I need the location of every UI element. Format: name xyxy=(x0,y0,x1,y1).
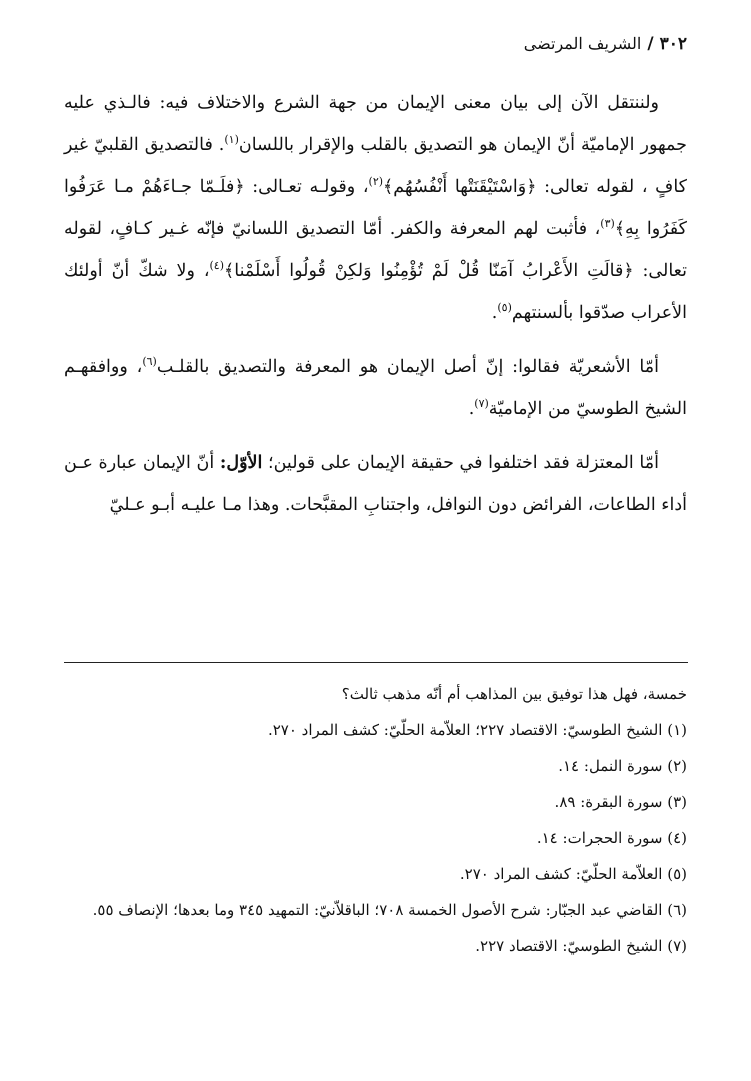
paragraph-text: أنّ الإيمان عبارة عـن أداء الطاعات، الفرائض دون النوافل، واجتنابِ المقبَّحات. وهذا مـا عليـه أبـو عـليّ xyxy=(64,453,687,515)
footnote-number: (٥) xyxy=(667,865,687,883)
paragraph-text: . xyxy=(468,399,475,419)
running-header xyxy=(524,34,687,54)
header-separator: / xyxy=(647,34,654,54)
paragraph-mutazila xyxy=(64,442,687,526)
paragraph-text: ، ووافقهـم الشيخ الطوسيّ من الإماميّة xyxy=(64,357,687,419)
paragraph-text: . xyxy=(491,303,498,323)
footnote-text: سورة النمل: ١٤. xyxy=(558,757,663,775)
main-text xyxy=(64,82,687,538)
footnote-ref-1: (١) xyxy=(224,133,239,147)
footnote-text: الشيخ الطوسيّ: الاقتصاد ٢٢٧؛ العلاّمة الحلّيّ: كشف المراد ٢٧٠. xyxy=(267,721,663,739)
footnote-divider xyxy=(64,662,688,663)
footnote-number: (١) xyxy=(667,721,687,739)
paragraph-text: . فالتصديق القلبيّ غير كافٍ ، لقوله تعالى: ﴿وَاسْتَيْقَنَتْها أَنْفُسُهُم﴾ xyxy=(64,135,687,197)
footnote-text: سورة البقرة: ٨٩. xyxy=(554,793,663,811)
footnote-ref-4: (٤) xyxy=(209,259,225,273)
footnote-item xyxy=(64,784,687,820)
footnote-text: سورة الحجرات: ١٤. xyxy=(536,829,663,847)
paragraph-text: ، فأثبت لهم المعرفة والكفر. أمّا التصديق اللسانيّ فإنّه غـير كـافٍ، لقوله تعالى: ﴿قالَتِ الأَعْرابُ آمَنّا قُلْ لَمْ تُؤْمِنُوا وَلكِنْ قُولُوا أَسْلَمْنا﴾ xyxy=(64,219,687,281)
footnote-ref-5: (٥) xyxy=(497,301,512,315)
paragraph-ashariyya xyxy=(64,346,687,430)
footnotes xyxy=(64,676,687,964)
bold-term: الأوّل: xyxy=(219,453,263,473)
footnote-item xyxy=(64,820,687,856)
footnote-item xyxy=(64,856,687,892)
footnote-item xyxy=(64,712,687,748)
footnote-text: العلاّمة الحلّيّ: كشف المراد ٢٧٠. xyxy=(459,865,663,883)
footnote-item xyxy=(64,748,687,784)
paragraph-text: أمّا الأشعريّة فقالوا: إنّ أصل الإيمان هو المعرفة والتصديق بالقلـب xyxy=(156,357,659,377)
footnote-ref-7: (٧) xyxy=(474,397,489,411)
paragraph-text: أمّا المعتزلة فقد اختلفوا في حقيقة الإيمان على قولين؛ xyxy=(262,453,660,473)
footnote-number: (٢) xyxy=(667,757,687,775)
book-title: الشريف المرتضى xyxy=(523,34,642,53)
footnote-item xyxy=(64,928,687,964)
footnote-number: (٧) xyxy=(667,937,687,955)
paragraph-imamiyya xyxy=(64,82,687,334)
footnote-number: (٣) xyxy=(667,793,687,811)
footnote-text: القاضي عبد الجبّار: شرح الأصول الخمسة ٧٠٨؛ الباقلاّنيّ: التمهيد ٣٤٥ وما بعدها؛ الإنصاف ٥٥. xyxy=(92,901,663,919)
paragraph-text: ، ولا شكّ أنّ أولئك الأعراب صدّقوا بألسنتهم xyxy=(64,261,687,323)
footnote-continuation: خمسة، فهل هذا توفيق بين المذاهب أم أنّه مذهب ثالث؟ xyxy=(341,685,687,703)
footnote-ref-6: (٦) xyxy=(142,355,157,369)
paragraph-text: ولننتقل الآن إلى بيان معنى الإيمان من جهة الشرع والاختلاف فيه: فالـذي عليه جمهور الإماميّة أنّ الإيمان هو التصديق بالقلب والإقرار باللسان xyxy=(64,93,687,155)
footnote-number: (٦) xyxy=(667,901,687,919)
footnote-text: الشيخ الطوسيّ: الاقتصاد ٢٢٧. xyxy=(475,937,663,955)
paragraph-text: ، وقولـه تعـالى: ﴿فلَـمّا جـاءَهُمْ مـا عَرَفُوا كَفَرُوا بِهِ﴾ xyxy=(64,177,687,239)
footnote-item xyxy=(64,895,687,925)
page-number: ٣٠٢ xyxy=(659,34,687,54)
footnote-number: (٤) xyxy=(667,829,687,847)
footnote-ref-3: (٣) xyxy=(600,217,615,231)
footnote-ref-2: (٢) xyxy=(368,175,384,189)
